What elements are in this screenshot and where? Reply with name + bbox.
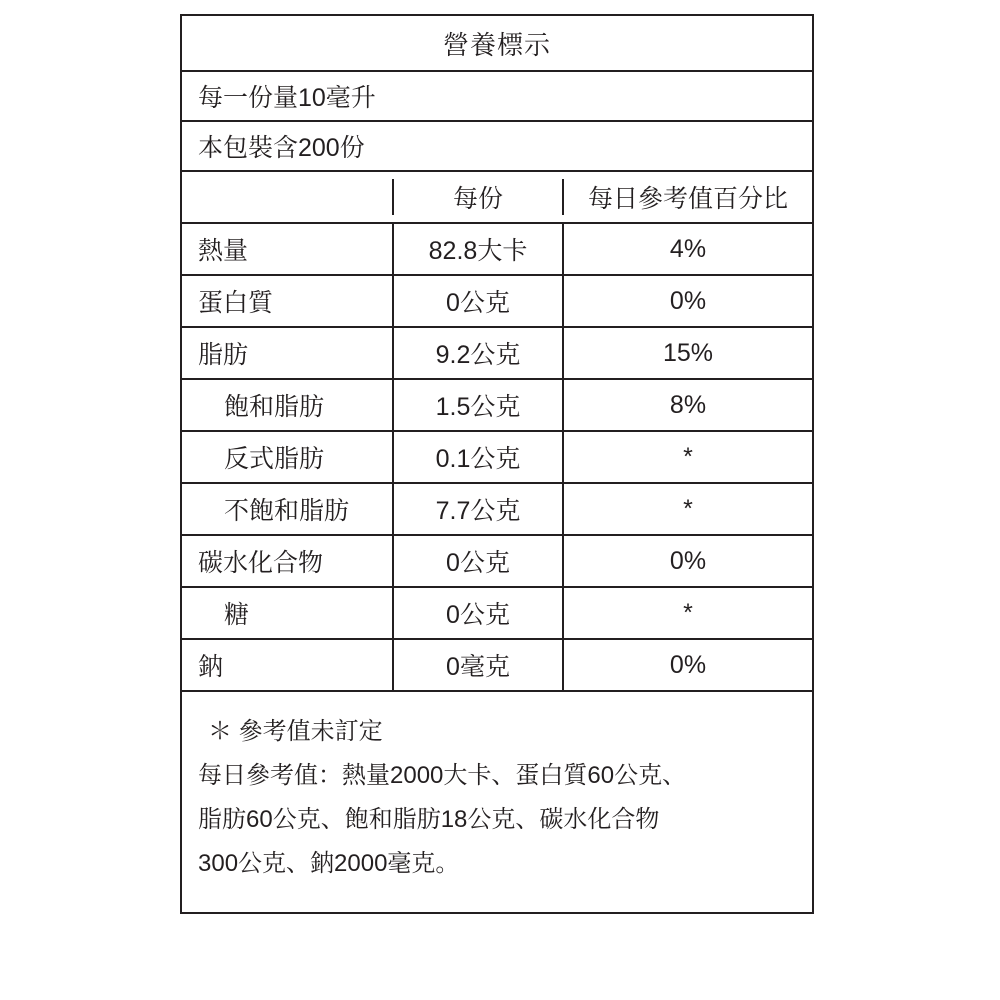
nutrient-daily-value: * (562, 432, 812, 482)
table-row (182, 224, 812, 276)
footnote-line: 脂肪60公克、飽和脂肪18公克、碳水化合物 (198, 806, 660, 833)
nutrient-amount: 0毫克 (392, 640, 562, 690)
nutrient-amount: 0公克 (392, 588, 562, 638)
nutrient-name: 碳水化合物 (198, 549, 324, 577)
nutrient-name: 脂肪 (198, 341, 249, 369)
nutrient-amount: 1.5公克 (392, 380, 562, 430)
nutrient-daily-value: 0% (562, 640, 812, 690)
nutrition-facts-panel (180, 14, 814, 914)
nutrient-name: 鈉 (198, 653, 224, 681)
table-row (182, 640, 812, 692)
footnote-block (182, 692, 812, 912)
nutrient-name: 熱量 (198, 237, 249, 265)
nutrient-daily-value: 15% (562, 328, 812, 378)
nutrient-amount: 7.7公克 (392, 484, 562, 534)
nutrient-daily-value: 4% (562, 224, 812, 274)
panel-title-row (182, 16, 812, 72)
serving-size-text: 每一份量10毫升 (198, 84, 376, 112)
table-row (182, 380, 812, 432)
nutrient-amount: 0.1公克 (392, 432, 562, 482)
table-row (182, 432, 812, 484)
table-row (182, 328, 812, 380)
nutrient-daily-value: 0% (562, 536, 812, 586)
nutrient-amount: 0公克 (392, 536, 562, 586)
footnote-line: ＊ 參考值未訂定 (208, 718, 383, 745)
footnote-line: 300公克、鈉2000毫克。 (198, 850, 460, 877)
table-row (182, 588, 812, 640)
nutrient-name: 蛋白質 (198, 289, 274, 317)
serving-size-row (182, 72, 812, 122)
nutrient-name: 糖 (224, 601, 250, 629)
servings-per-container-text: 本包裝含200份 (198, 134, 365, 162)
nutrient-daily-value: 0% (562, 276, 812, 326)
nutrient-amount: 9.2公克 (392, 328, 562, 378)
header-daily-value: 每日參考值百分比 (562, 179, 812, 215)
nutrient-name: 不飽和脂肪 (224, 497, 350, 525)
nutrient-daily-value: * (562, 588, 812, 638)
table-header-row (182, 172, 812, 224)
nutrient-amount: 82.8大卡 (392, 224, 562, 274)
header-per-serving: 每份 (392, 179, 562, 215)
nutrient-amount: 0公克 (392, 276, 562, 326)
table-row (182, 536, 812, 588)
footnote-line: 每日參考值：熱量2000大卡、蛋白質60公克、 (198, 762, 687, 789)
panel-title: 營養標示 (442, 29, 551, 60)
nutrient-name: 飽和脂肪 (224, 393, 325, 421)
nutrient-name: 反式脂肪 (224, 445, 325, 473)
nutrient-daily-value: * (562, 484, 812, 534)
servings-per-container-row (182, 122, 812, 172)
table-row (182, 276, 812, 328)
table-row (182, 484, 812, 536)
nutrient-daily-value: 8% (562, 380, 812, 430)
